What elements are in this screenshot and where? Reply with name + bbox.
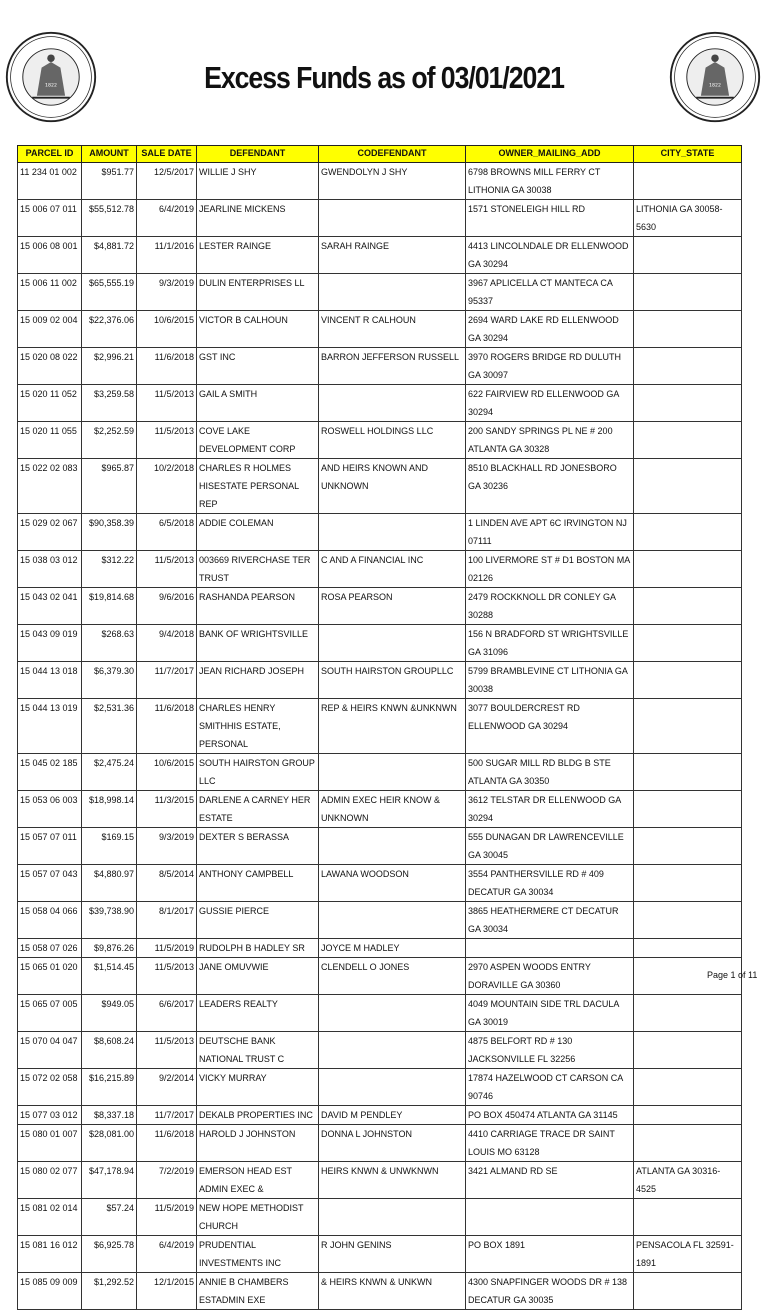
defendant-cell: WILLIE J SHY (197, 163, 319, 200)
table-row (18, 902, 742, 939)
parcel-id-cell: 15 081 16 012 (18, 1236, 82, 1273)
amount-cell: $4,881.72 (82, 237, 137, 274)
amount-cell: $268.63 (82, 625, 137, 662)
codefendant-cell: AND HEIRS KNOWN AND UNKNOWN (319, 459, 466, 514)
city-state-cell (634, 995, 742, 1032)
column-header: SALE DATE (137, 146, 197, 163)
sale-date-cell: 9/6/2016 (137, 588, 197, 625)
city-state-cell (634, 385, 742, 422)
parcel-id-cell: 15 006 11 002 (18, 274, 82, 311)
city-state-cell (634, 939, 742, 958)
table-row (18, 200, 742, 237)
sale-date-cell: 11/7/2017 (137, 1106, 197, 1125)
amount-cell: $169.15 (82, 828, 137, 865)
owner-mailing-address-cell (466, 939, 634, 958)
table-row (18, 311, 742, 348)
city-state-cell (634, 791, 742, 828)
parcel-id-cell: 15 081 02 014 (18, 1199, 82, 1236)
parcel-id-cell: 15 065 07 005 (18, 995, 82, 1032)
codefendant-cell: SARAH RAINGE (319, 237, 466, 274)
city-state-cell (634, 754, 742, 791)
owner-mailing-address-cell: PO BOX 450474 ATLANTA GA 31145 (466, 1106, 634, 1125)
table-row (18, 1125, 742, 1162)
city-state-cell: PENSACOLA FL 32591-1891 (634, 1236, 742, 1273)
codefendant-cell (319, 625, 466, 662)
sale-date-cell: 8/5/2014 (137, 865, 197, 902)
table-row (18, 422, 742, 459)
sale-date-cell: 9/4/2018 (137, 625, 197, 662)
city-state-cell (634, 163, 742, 200)
city-state-cell (634, 662, 742, 699)
column-header: PARCEL ID (18, 146, 82, 163)
sale-date-cell: 6/6/2017 (137, 995, 197, 1032)
codefendant-cell: CLENDELL O JONES (319, 958, 466, 995)
table-row (18, 385, 742, 422)
parcel-id-cell: 15 020 11 055 (18, 422, 82, 459)
amount-cell: $4,880.97 (82, 865, 137, 902)
city-state-cell (634, 1032, 742, 1069)
codefendant-cell (319, 828, 466, 865)
parcel-id-cell: 15 044 13 018 (18, 662, 82, 699)
parcel-id-cell: 11 234 01 002 (18, 163, 82, 200)
parcel-id-cell: 15 080 01 007 (18, 1125, 82, 1162)
codefendant-cell: SOUTH HAIRSTON GROUPLLC (319, 662, 466, 699)
codefendant-cell (319, 754, 466, 791)
owner-mailing-address-cell: 156 N BRADFORD ST WRIGHTSVILLE GA 31096 (466, 625, 634, 662)
parcel-id-cell: 15 053 06 003 (18, 791, 82, 828)
codefendant-cell: DAVID M PENDLEY (319, 1106, 466, 1125)
codefendant-cell (319, 274, 466, 311)
sale-date-cell: 9/3/2019 (137, 828, 197, 865)
city-state-cell (634, 514, 742, 551)
sale-date-cell: 10/6/2015 (137, 754, 197, 791)
codefendant-cell: R JOHN GENINS (319, 1236, 466, 1273)
codefendant-cell: GWENDOLYN J SHY (319, 163, 466, 200)
parcel-id-cell: 15 044 13 019 (18, 699, 82, 754)
amount-cell: $2,252.59 (82, 422, 137, 459)
codefendant-cell (319, 1069, 466, 1106)
codefendant-cell (319, 902, 466, 939)
owner-mailing-address-cell: 4875 BELFORT RD # 130 JACKSONVILLE FL 32256 (466, 1032, 634, 1069)
table-row (18, 662, 742, 699)
defendant-cell: VICTOR B CALHOUN (197, 311, 319, 348)
defendant-cell: GAIL A SMITH (197, 385, 319, 422)
sale-date-cell: 11/5/2019 (137, 939, 197, 958)
owner-mailing-address-cell: 6798 BROWNS MILL FERRY CT LITHONIA GA 30038 (466, 163, 634, 200)
defendant-cell: RASHANDA PEARSON (197, 588, 319, 625)
table-row (18, 514, 742, 551)
owner-mailing-address-cell: 3967 APLICELLA CT MANTECA CA 95337 (466, 274, 634, 311)
amount-cell: $2,475.24 (82, 754, 137, 791)
page-number: Page 1 of 11 (707, 970, 758, 980)
amount-cell: $2,531.36 (82, 699, 137, 754)
defendant-cell: CHARLES R HOLMES HISESTATE PERSONAL REP (197, 459, 319, 514)
owner-mailing-address-cell: 3554 PANTHERSVILLE RD # 409 DECATUR GA 30034 (466, 865, 634, 902)
city-state-cell (634, 588, 742, 625)
amount-cell: $951.77 (82, 163, 137, 200)
owner-mailing-address-cell: 1571 STONELEIGH HILL RD (466, 200, 634, 237)
owner-mailing-address-cell: 4410 CARRIAGE TRACE DR SAINT LOUIS MO 63128 (466, 1125, 634, 1162)
sale-date-cell: 9/2/2014 (137, 1069, 197, 1106)
codefendant-cell: REP & HEIRS KNWN &UNKNWN (319, 699, 466, 754)
parcel-id-cell: 15 009 02 004 (18, 311, 82, 348)
table-row (18, 791, 742, 828)
amount-cell: $28,081.00 (82, 1125, 137, 1162)
parcel-id-cell: 15 045 02 185 (18, 754, 82, 791)
defendant-cell: LEADERS REALTY (197, 995, 319, 1032)
amount-cell: $949.05 (82, 995, 137, 1032)
table-row (18, 1032, 742, 1069)
sale-date-cell: 6/4/2019 (137, 200, 197, 237)
svg-text:1822: 1822 (45, 83, 57, 89)
owner-mailing-address-cell: 1 LINDEN AVE APT 6C IRVINGTON NJ 07111 (466, 514, 634, 551)
owner-mailing-address-cell: 2970 ASPEN WOODS ENTRY DORAVILLE GA 30360 (466, 958, 634, 995)
defendant-cell: DARLENE A CARNEY HER ESTATE (197, 791, 319, 828)
table-row (18, 1273, 742, 1310)
owner-mailing-address-cell: 3077 BOULDERCREST RD ELLENWOOD GA 30294 (466, 699, 634, 754)
defendant-cell: CHARLES HENRY SMITHHIS ESTATE, PERSONAL (197, 699, 319, 754)
defendant-cell: DEKALB PROPERTIES INC (197, 1106, 319, 1125)
codefendant-cell: C AND A FINANCIAL INC (319, 551, 466, 588)
defendant-cell: DEUTSCHE BANK NATIONAL TRUST C (197, 1032, 319, 1069)
defendant-cell: JEAN RICHARD JOSEPH (197, 662, 319, 699)
owner-mailing-address-cell: 500 SUGAR MILL RD BLDG B STE ATLANTA GA 30350 (466, 754, 634, 791)
defendant-cell: BANK OF WRIGHTSVILLE (197, 625, 319, 662)
parcel-id-cell: 15 080 02 077 (18, 1162, 82, 1199)
city-state-cell (634, 459, 742, 514)
owner-mailing-address-cell: 8510 BLACKHALL RD JONESBORO GA 30236 (466, 459, 634, 514)
table-row (18, 828, 742, 865)
city-state-cell: ATLANTA GA 30316-4525 (634, 1162, 742, 1199)
defendant-cell: COVE LAKE DEVELOPMENT CORP (197, 422, 319, 459)
amount-cell: $90,358.39 (82, 514, 137, 551)
codefendant-cell (319, 1032, 466, 1069)
sale-date-cell: 11/5/2013 (137, 385, 197, 422)
city-state-cell (634, 902, 742, 939)
table-row (18, 754, 742, 791)
defendant-cell: HAROLD J JOHNSTON (197, 1125, 319, 1162)
parcel-id-cell: 15 043 09 019 (18, 625, 82, 662)
codefendant-cell: VINCENT R CALHOUN (319, 311, 466, 348)
owner-mailing-address-cell (466, 1199, 634, 1236)
page-title: Excess Funds as of 03/01/2021 (204, 60, 564, 95)
owner-mailing-address-cell: PO BOX 1891 (466, 1236, 634, 1273)
city-state-cell (634, 422, 742, 459)
defendant-cell: ANTHONY CAMPBELL (197, 865, 319, 902)
codefendant-cell: & HEIRS KNWN & UNKWN (319, 1273, 466, 1310)
parcel-id-cell: 15 006 07 011 (18, 200, 82, 237)
table-row (18, 163, 742, 200)
codefendant-cell: JOYCE M HADLEY (319, 939, 466, 958)
defendant-cell: RUDOLPH B HADLEY SR (197, 939, 319, 958)
owner-mailing-address-cell: 622 FAIRVIEW RD ELLENWOOD GA 30294 (466, 385, 634, 422)
city-state-cell (634, 348, 742, 385)
defendant-cell: ADDIE COLEMAN (197, 514, 319, 551)
table-row (18, 237, 742, 274)
sale-date-cell: 11/5/2013 (137, 958, 197, 995)
sale-date-cell: 12/1/2015 (137, 1273, 197, 1310)
amount-cell: $1,514.45 (82, 958, 137, 995)
parcel-id-cell: 15 077 03 012 (18, 1106, 82, 1125)
owner-mailing-address-cell: 3421 ALMAND RD SE (466, 1162, 634, 1199)
column-header: DEFENDANT (197, 146, 319, 163)
column-header: CITY_STATE (634, 146, 742, 163)
amount-cell: $55,512.78 (82, 200, 137, 237)
defendant-cell: JEARLINE MICKENS (197, 200, 319, 237)
codefendant-cell (319, 200, 466, 237)
sale-date-cell: 11/5/2013 (137, 551, 197, 588)
amount-cell: $19,814.68 (82, 588, 137, 625)
city-state-cell (634, 828, 742, 865)
parcel-id-cell: 15 057 07 011 (18, 828, 82, 865)
owner-mailing-address-cell: 4049 MOUNTAIN SIDE TRL DACULA GA 30019 (466, 995, 634, 1032)
defendant-cell: 003669 RIVERCHASE TER TRUST (197, 551, 319, 588)
owner-mailing-address-cell: 2479 ROCKKNOLL DR CONLEY GA 30288 (466, 588, 634, 625)
table-row (18, 1106, 742, 1125)
city-state-cell (634, 865, 742, 902)
table-row (18, 588, 742, 625)
sale-date-cell: 11/5/2019 (137, 1199, 197, 1236)
city-state-cell (634, 1125, 742, 1162)
amount-cell: $65,555.19 (82, 274, 137, 311)
sale-date-cell: 10/2/2018 (137, 459, 197, 514)
amount-cell: $16,215.89 (82, 1069, 137, 1106)
table-row (18, 958, 742, 995)
codefendant-cell: ROSWELL HOLDINGS LLC (319, 422, 466, 459)
defendant-cell: PRUDENTIAL INVESTMENTS INC (197, 1236, 319, 1273)
city-state-cell (634, 699, 742, 754)
amount-cell: $22,376.06 (82, 311, 137, 348)
codefendant-cell (319, 995, 466, 1032)
sale-date-cell: 12/5/2017 (137, 163, 197, 200)
sale-date-cell: 10/6/2015 (137, 311, 197, 348)
amount-cell: $8,608.24 (82, 1032, 137, 1069)
defendant-cell: GUSSIE PIERCE (197, 902, 319, 939)
owner-mailing-address-cell: 4413 LINCOLNDALE DR ELLENWOOD GA 30294 (466, 237, 634, 274)
defendant-cell: SOUTH HAIRSTON GROUP LLC (197, 754, 319, 791)
city-state-cell (634, 237, 742, 274)
column-header: OWNER_MAILING_ADD (466, 146, 634, 163)
city-state-cell: LITHONIA GA 30058-5630 (634, 200, 742, 237)
table-row (18, 551, 742, 588)
table-header-row (18, 146, 742, 163)
defendant-cell: DEXTER S BERASSA (197, 828, 319, 865)
table-row (18, 348, 742, 385)
amount-cell: $9,876.26 (82, 939, 137, 958)
codefendant-cell: BARRON JEFFERSON RUSSELL (319, 348, 466, 385)
owner-mailing-address-cell: 3865 HEATHERMERE CT DECATUR GA 30034 (466, 902, 634, 939)
codefendant-cell: HEIRS KNWN & UNWKNWN (319, 1162, 466, 1199)
table-row (18, 995, 742, 1032)
table-row (18, 1162, 742, 1199)
sale-date-cell: 11/6/2018 (137, 1125, 197, 1162)
table-row (18, 1236, 742, 1273)
sale-date-cell: 9/3/2019 (137, 274, 197, 311)
city-state-cell (634, 311, 742, 348)
city-state-cell (634, 274, 742, 311)
owner-mailing-address-cell: 4300 SNAPFINGER WOODS DR # 138 DECATUR GA 30035 (466, 1273, 634, 1310)
parcel-id-cell: 15 085 09 009 (18, 1273, 82, 1310)
amount-cell: $47,178.94 (82, 1162, 137, 1199)
parcel-id-cell: 15 057 07 043 (18, 865, 82, 902)
city-state-cell (634, 551, 742, 588)
owner-mailing-address-cell: 3970 ROGERS BRIDGE RD DULUTH GA 30097 (466, 348, 634, 385)
parcel-id-cell: 15 043 02 041 (18, 588, 82, 625)
table-row (18, 1069, 742, 1106)
sale-date-cell: 7/2/2019 (137, 1162, 197, 1199)
codefendant-cell (319, 514, 466, 551)
owner-mailing-address-cell: 200 SANDY SPRINGS PL NE # 200 ATLANTA GA 30328 (466, 422, 634, 459)
city-state-cell (634, 1069, 742, 1106)
sale-date-cell: 8/1/2017 (137, 902, 197, 939)
city-state-cell (634, 1199, 742, 1236)
parcel-id-cell: 15 029 02 067 (18, 514, 82, 551)
amount-cell: $57.24 (82, 1199, 137, 1236)
defendant-cell: VICKY MURRAY (197, 1069, 319, 1106)
defendant-cell: NEW HOPE METHODIST CHURCH (197, 1199, 319, 1236)
sale-date-cell: 11/1/2016 (137, 237, 197, 274)
codefendant-cell: LAWANA WOODSON (319, 865, 466, 902)
amount-cell: $312.22 (82, 551, 137, 588)
table-row (18, 1199, 742, 1236)
sale-date-cell: 6/5/2018 (137, 514, 197, 551)
codefendant-cell (319, 1199, 466, 1236)
table-body (18, 163, 742, 1310)
parcel-id-cell: 15 038 03 012 (18, 551, 82, 588)
table-row (18, 939, 742, 958)
codefendant-cell: ADMIN EXEC HEIR KNOW & UNKNOWN (319, 791, 466, 828)
parcel-id-cell: 15 022 02 083 (18, 459, 82, 514)
owner-mailing-address-cell: 100 LIVERMORE ST # D1 BOSTON MA 02126 (466, 551, 634, 588)
table-row (18, 625, 742, 662)
amount-cell: $6,925.78 (82, 1236, 137, 1273)
codefendant-cell: ROSA PEARSON (319, 588, 466, 625)
defendant-cell: GST INC (197, 348, 319, 385)
sale-date-cell: 11/7/2017 (137, 662, 197, 699)
parcel-id-cell: 15 058 07 026 (18, 939, 82, 958)
defendant-cell: EMERSON HEAD EST ADMIN EXEC & (197, 1162, 319, 1199)
svg-text:1822: 1822 (709, 83, 721, 89)
amount-cell: $8,337.18 (82, 1106, 137, 1125)
owner-mailing-address-cell: 5799 BRAMBLEVINE CT LITHONIA GA 30038 (466, 662, 634, 699)
parcel-id-cell: 15 020 11 052 (18, 385, 82, 422)
defendant-cell: LESTER RAINGE (197, 237, 319, 274)
excess-funds-table (17, 145, 742, 1310)
owner-mailing-address-cell: 555 DUNAGAN DR LAWRENCEVILLE GA 30045 (466, 828, 634, 865)
amount-cell: $2,996.21 (82, 348, 137, 385)
column-header: CODEFENDANT (319, 146, 466, 163)
amount-cell: $18,998.14 (82, 791, 137, 828)
sale-date-cell: 6/4/2019 (137, 1236, 197, 1273)
defendant-cell: ANNIE B CHAMBERS ESTADMIN EXE (197, 1273, 319, 1310)
codefendant-cell: DONNA L JOHNSTON (319, 1125, 466, 1162)
defendant-cell: DULIN ENTERPRISES LL (197, 274, 319, 311)
sale-date-cell: 11/6/2018 (137, 699, 197, 754)
column-header: AMOUNT (82, 146, 137, 163)
city-state-cell (634, 1273, 742, 1310)
owner-mailing-address-cell: 3612 TELSTAR DR ELLENWOOD GA 30294 (466, 791, 634, 828)
amount-cell: $39,738.90 (82, 902, 137, 939)
sale-date-cell: 11/6/2018 (137, 348, 197, 385)
city-state-cell (634, 1106, 742, 1125)
parcel-id-cell: 15 006 08 001 (18, 237, 82, 274)
parcel-id-cell: 15 072 02 058 (18, 1069, 82, 1106)
codefendant-cell (319, 385, 466, 422)
table-row (18, 699, 742, 754)
amount-cell: $6,379.30 (82, 662, 137, 699)
defendant-cell: JANE OMUVWIE (197, 958, 319, 995)
amount-cell: $1,292.52 (82, 1273, 137, 1310)
table-row (18, 459, 742, 514)
sale-date-cell: 11/5/2013 (137, 422, 197, 459)
table-row (18, 274, 742, 311)
table-row (18, 865, 742, 902)
city-state-cell (634, 625, 742, 662)
parcel-id-cell: 15 058 04 066 (18, 902, 82, 939)
sale-date-cell: 11/5/2013 (137, 1032, 197, 1069)
sale-date-cell: 11/3/2015 (137, 791, 197, 828)
owner-mailing-address-cell: 17874 HAZELWOOD CT CARSON CA 90746 (466, 1069, 634, 1106)
owner-mailing-address-cell: 2694 WARD LAKE RD ELLENWOOD GA 30294 (466, 311, 634, 348)
amount-cell: $3,259.58 (82, 385, 137, 422)
parcel-id-cell: 15 070 04 047 (18, 1032, 82, 1069)
parcel-id-cell: 15 065 01 020 (18, 958, 82, 995)
parcel-id-cell: 15 020 08 022 (18, 348, 82, 385)
amount-cell: $965.87 (82, 459, 137, 514)
